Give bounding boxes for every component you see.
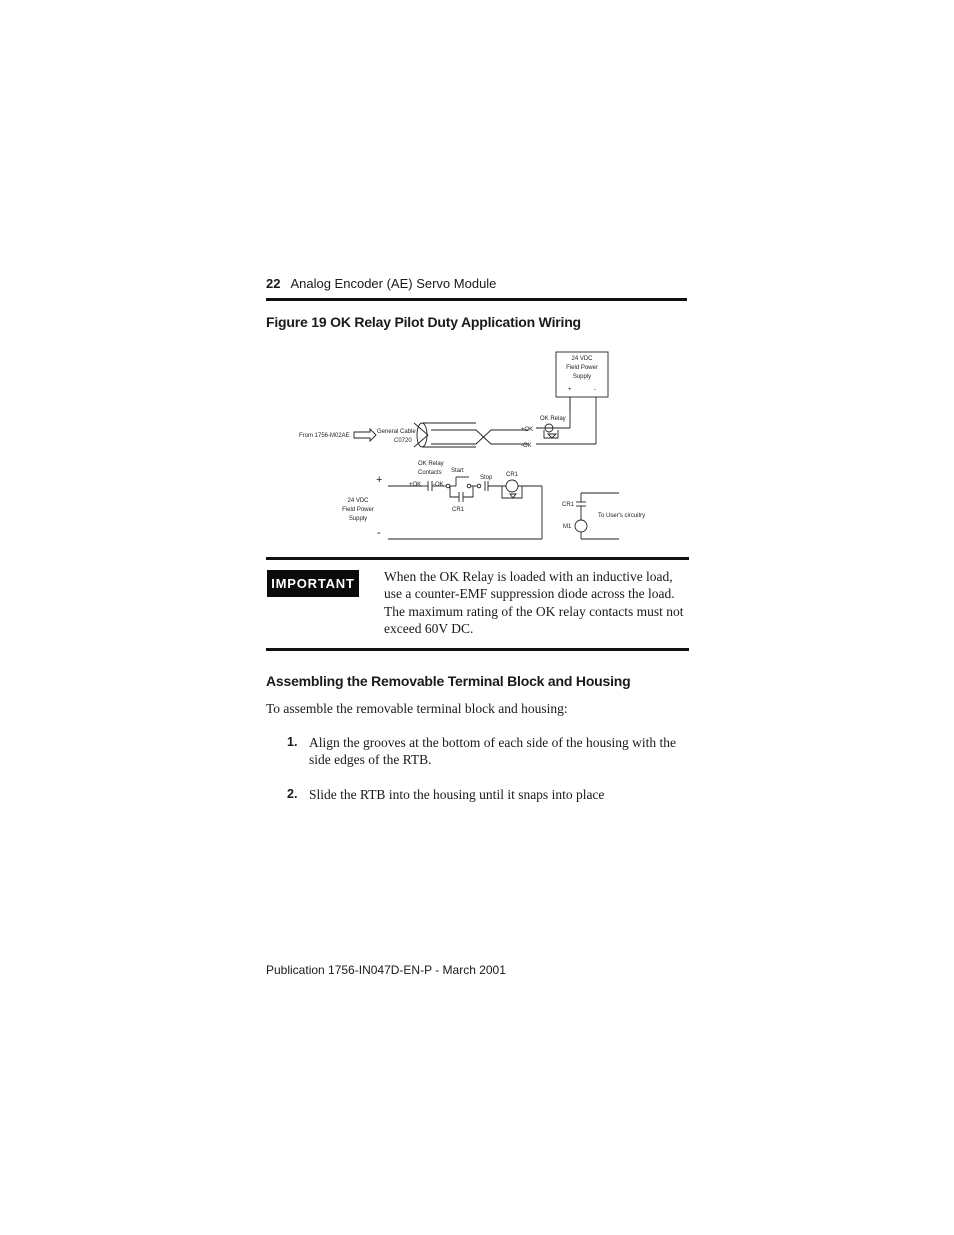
cr1-coil-label: CR1: [506, 472, 519, 478]
start-label: Start: [451, 468, 464, 474]
stop-label: Stop: [480, 475, 493, 481]
psu-top-label-2: Field Power: [566, 365, 598, 371]
rung-minus-ok: -OK: [433, 482, 444, 488]
wiring-diagram: [266, 340, 687, 550]
important-rule-bottom: [266, 648, 689, 651]
step-number: 1.: [287, 735, 298, 749]
m1-motor: [575, 520, 587, 532]
cable-label-1: General Cable: [377, 429, 416, 435]
minus-ok-label: -OK: [521, 443, 532, 449]
ok-relay-label: OK Relay: [540, 416, 566, 422]
psu-left-label-3: Supply: [348, 516, 368, 522]
figure-title: Figure 19 OK Relay Pilot Duty Application Wiring: [266, 314, 581, 330]
psu-top-minus: -: [594, 387, 596, 393]
cr1-contact-label: CR1: [562, 502, 575, 508]
contacts-label-2: Contacts: [418, 470, 442, 476]
cr1-coil: [506, 480, 518, 492]
psu-top-plus: +: [568, 387, 572, 393]
psu-top-label-3: Supply: [572, 374, 592, 380]
running-title: Analog Encoder (AE) Servo Module: [290, 276, 497, 291]
psu-left-label-1: 24 VDC: [347, 498, 369, 504]
step-number: 2.: [287, 787, 298, 801]
cable-label-2: C0720: [394, 438, 412, 444]
important-badge: IMPORTANT: [267, 570, 359, 597]
psu-top-label-1: 24 VDC: [571, 356, 593, 362]
cr1-seal-label: CR1: [452, 507, 465, 513]
contacts-label-1: OK Relay: [418, 461, 444, 467]
rail-minus: -: [377, 527, 381, 539]
page-header: [266, 276, 687, 292]
page-number: 22: [266, 276, 281, 291]
users-circuitry-label: To User's circuitry: [598, 513, 646, 519]
m1-label: M1: [563, 524, 572, 530]
important-text: When the OK Relay is loaded with an inductive load, use a counter-EMF suppression diode across the load. The maximum rating of the OK relay contacts must not exceed 60V DC.: [384, 569, 684, 636]
rung-plus-ok: +OK: [409, 482, 422, 488]
important-rule-top: [266, 557, 689, 560]
step-2: [287, 786, 687, 803]
step-text: Slide the RTB into the housing until it snaps into place: [309, 787, 605, 802]
psu-left-label-2: Field Power: [342, 507, 374, 513]
from-module-label: From 1756-M02AE: [299, 433, 350, 439]
step-text: Align the grooves at the bottom of each side of the housing with the side edges of the RTB.: [309, 735, 677, 768]
section-title: Assembling the Removable Terminal Block and Housing: [266, 673, 631, 689]
header-rule: [266, 298, 687, 301]
plus-ok-label: +OK: [521, 427, 534, 433]
section-intro: To assemble the removable terminal block and housing:: [266, 701, 568, 716]
rail-plus: +: [376, 474, 383, 486]
step-1: [287, 734, 687, 769]
publication-footer: Publication 1756-IN047D-EN-P - March 2001: [266, 963, 506, 977]
